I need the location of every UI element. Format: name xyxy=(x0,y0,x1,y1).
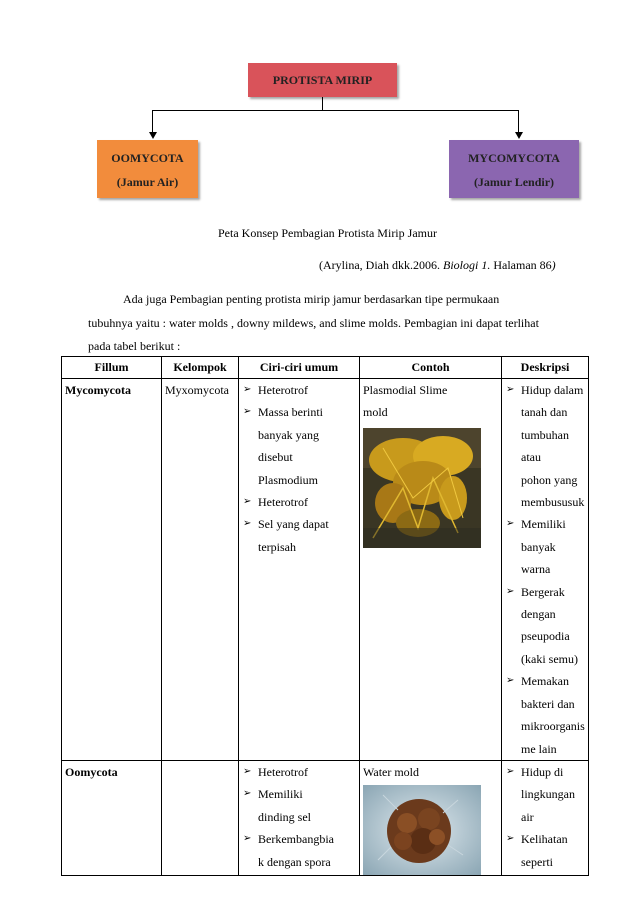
mycomycota-name: MYCOMYCOTA xyxy=(468,151,560,165)
oomycota-node xyxy=(97,140,198,198)
list-item: ➢ Memiliki dinding sel xyxy=(242,783,356,828)
list-item: ➢ Heterotrof xyxy=(242,491,356,513)
table-header-row xyxy=(62,357,589,379)
oomycota-name: OOMYCOTA xyxy=(111,151,184,165)
arrowhead-bullet-icon: ➢ xyxy=(506,518,515,530)
arrowhead-bullet-icon: ➢ xyxy=(243,518,252,530)
deskripsi-list xyxy=(505,761,585,873)
arrowhead-bullet-icon: ➢ xyxy=(506,833,515,845)
arrowhead-bullet-icon: ➢ xyxy=(243,833,252,845)
cell-fillum: Oomycota xyxy=(62,760,162,875)
citation-page: Halaman 86 xyxy=(490,258,552,272)
diagram-caption: Peta Konsep Pembagian Protista Mirip Jamur xyxy=(218,226,437,240)
arrowhead-bullet-icon: ➢ xyxy=(506,384,515,395)
cell-deskripsi xyxy=(502,760,589,875)
ciri-list xyxy=(242,379,356,558)
arrowhead-bullet-icon: ➢ xyxy=(243,765,252,777)
citation-close: ) xyxy=(551,258,556,272)
list-item: ➢ Heterotrof xyxy=(242,761,356,783)
header-ciri: Ciri-ciri umum xyxy=(239,357,360,379)
right-arrow-icon xyxy=(515,132,523,139)
contoh-label-line: mold xyxy=(363,405,388,420)
protista-table xyxy=(61,356,589,876)
mycomycota-sub: (Jamur Lendir) xyxy=(473,175,555,189)
contoh-label-line: Water mold xyxy=(363,764,420,779)
cell-kelompok xyxy=(162,760,239,875)
paragraph-line-2: tubuhnya yaitu : water molds , downy mildews, and slime molds. Pembagian ini dapat terlihat xyxy=(88,316,539,330)
list-item: ➢ Bergerak dengan pseupodia (kaki semu) xyxy=(505,581,585,671)
citation-author: (Arylina, Diah dkk.2006. xyxy=(319,258,443,272)
arrowhead-bullet-icon: ➢ xyxy=(243,406,252,418)
arrowhead-bullet-icon: ➢ xyxy=(506,585,515,597)
deskripsi-list xyxy=(505,379,585,760)
list-item: ➢ Kelihatan seperti xyxy=(505,828,585,873)
header-fillum: Fillum xyxy=(62,357,162,379)
header-kelompok: Kelompok xyxy=(162,357,239,379)
arrowhead-bullet-icon: ➢ xyxy=(506,675,515,687)
cell-contoh xyxy=(360,379,502,761)
table-row xyxy=(62,379,589,761)
root-connector xyxy=(322,97,323,110)
arrowhead-bullet-icon: ➢ xyxy=(243,788,252,800)
paragraph-line-3: pada tabel berikut : xyxy=(88,339,181,353)
header-deskripsi: Deskripsi xyxy=(502,357,589,379)
mycomycota-node xyxy=(449,140,579,198)
cell-ciri xyxy=(239,379,360,761)
horizontal-connector xyxy=(152,110,519,111)
citation-title: Biologi 1. xyxy=(442,258,491,272)
slime-mold-photo xyxy=(363,428,481,548)
arrowhead-bullet-icon: ➢ xyxy=(506,765,515,777)
left-connector xyxy=(152,110,153,133)
water-mold-photo xyxy=(363,785,481,875)
table-row xyxy=(62,760,589,875)
cell-ciri xyxy=(239,760,360,875)
cell-contoh xyxy=(360,760,502,875)
oomycota-sub: (Jamur Air) xyxy=(116,175,179,189)
list-item: ➢ Hidup dalam tanah dan tumbuhan atau pohon yang membususuk xyxy=(505,379,585,513)
arrowhead-bullet-icon: ➢ xyxy=(243,496,252,508)
list-item: ➢ Berkembangbia k dengan spora xyxy=(242,828,356,873)
header-contoh: Contoh xyxy=(360,357,502,379)
cell-deskripsi xyxy=(502,379,589,761)
arrowhead-bullet-icon: ➢ xyxy=(243,384,252,395)
citation xyxy=(319,258,556,273)
cell-kelompok: Myxomycota xyxy=(162,379,239,761)
root-node: PROTISTA MIRIP xyxy=(248,63,397,97)
list-item: ➢ Massa berinti banyak yang disebut Plasmodium xyxy=(242,401,356,491)
left-arrow-icon xyxy=(149,132,157,139)
list-item: ➢ Heterotrof xyxy=(242,379,356,401)
ciri-list xyxy=(242,761,356,873)
cell-fillum: Mycomycota xyxy=(62,379,162,761)
list-item: ➢ Memakan bakteri dan mikroorganis me lain xyxy=(505,670,585,760)
list-item: ➢ Hidup di lingkungan air xyxy=(505,761,585,828)
list-item: ➢ Memiliki banyak warna xyxy=(505,513,585,580)
contoh-label-line: Plasmodial Slime xyxy=(363,383,448,397)
list-item: ➢ Sel yang dapat terpisah xyxy=(242,513,356,558)
right-connector xyxy=(518,110,519,133)
paragraph-line-1: Ada juga Pembagian penting protista mirip jamur berdasarkan tipe permukaan xyxy=(123,292,500,306)
